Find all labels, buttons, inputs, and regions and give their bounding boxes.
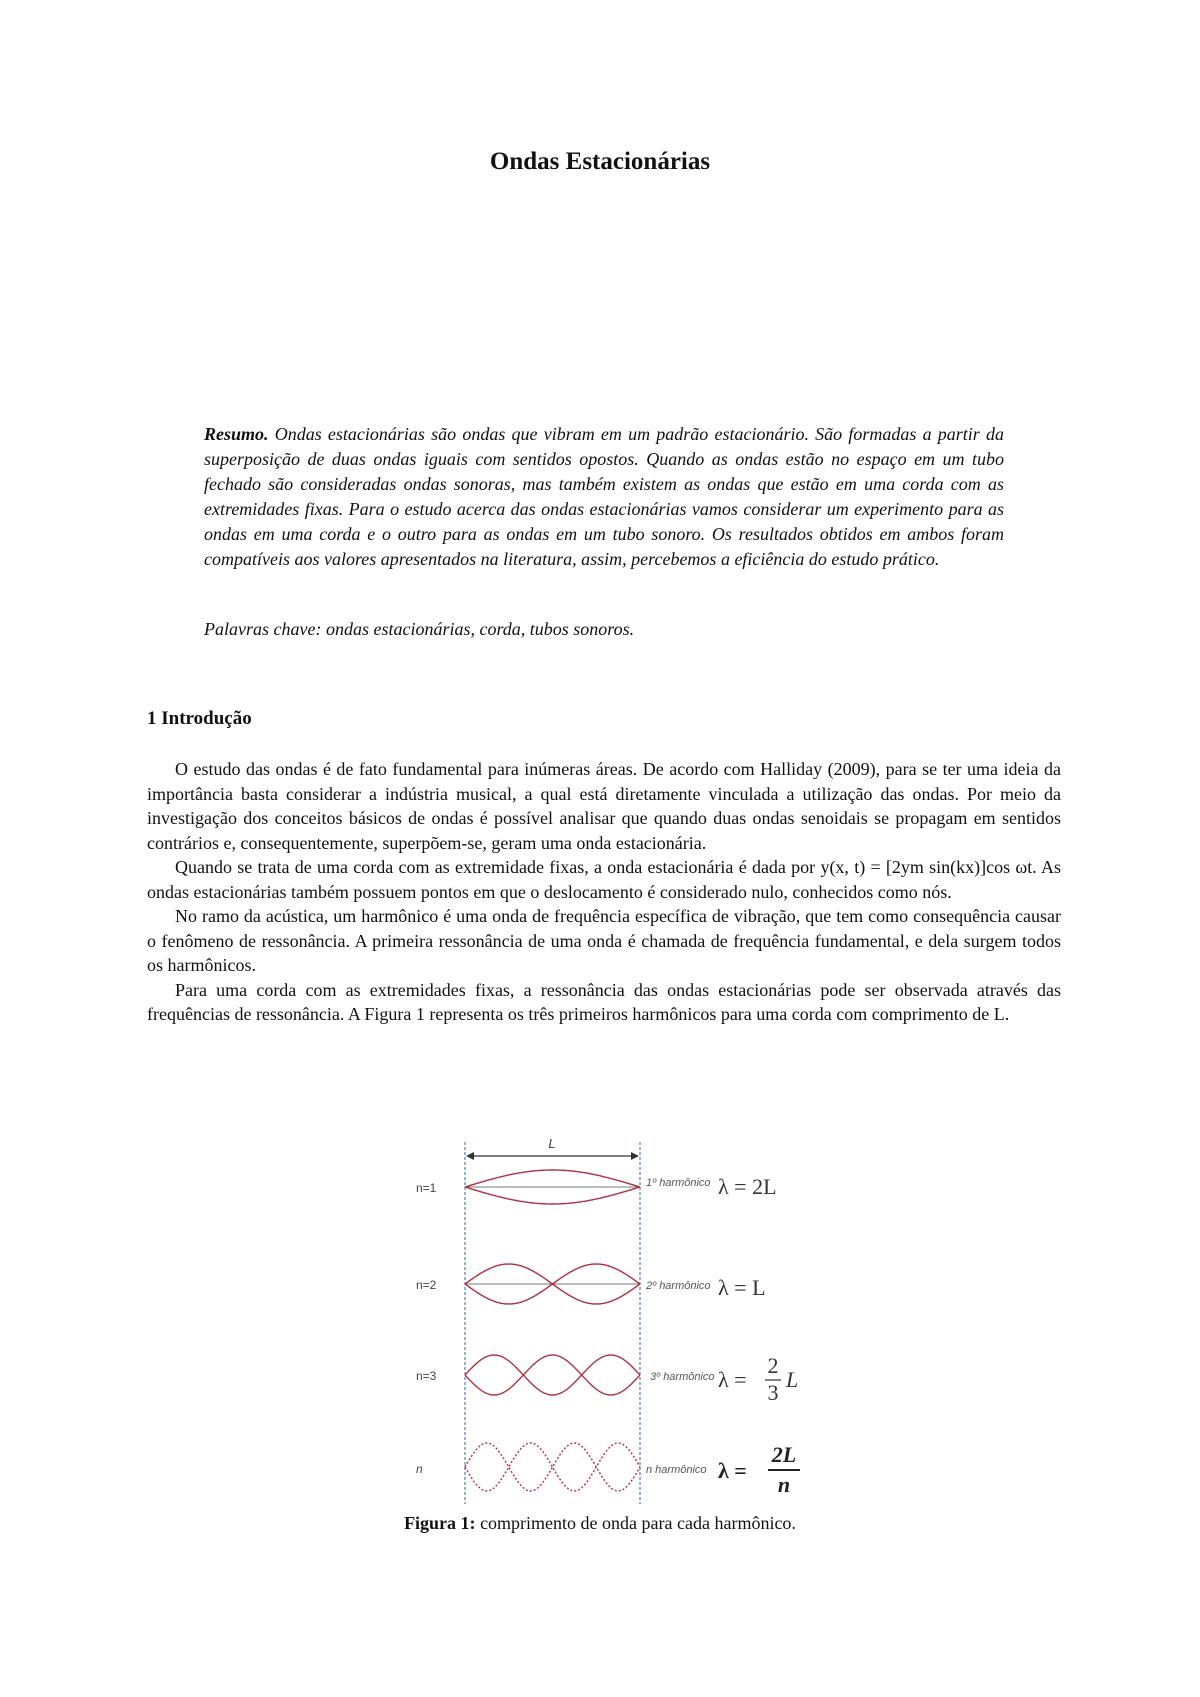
figure-caption-label: Figura 1:	[404, 1513, 476, 1533]
length-arrow-head-left	[466, 1152, 474, 1160]
row-3-formula-denominator: 3	[767, 1380, 779, 1405]
abstract-lead: Resumo.	[204, 424, 269, 444]
row-4-formula-denominator: n	[777, 1472, 791, 1497]
keywords: Palavras chave: ondas estacionárias, corda, tubos sonoros.	[204, 619, 635, 639]
paragraph-4: Para uma corda com as extremidades fixas, a ressonância das ondas estacionárias pode ser observada através das frequências de ressonância. A Figura 1 representa os três primeiros harmônicos para uma corda com comprimento de L.	[147, 979, 1061, 1024]
paragraph-1: O estudo das ondas é de fato fundamental para inúmeras áreas. De acordo com Halliday (2009), para se ter uma ideia da importância basta considerar a indústria musical, a qual está diretamente vinculada a utilização das ondas. Por meio da investigação dos conceitos básicos de ondas é possível analisar que quando duas ondas senoidais se propagam em sentidos contrários e, consequentemente, superpõem-se, geram uma onda estacionária.	[147, 759, 1061, 853]
length-arrow-head-right	[631, 1152, 639, 1160]
row-3-formula-numerator: 2	[767, 1353, 779, 1378]
figure-caption-text: comprimento de onda para cada harmônico.	[475, 1513, 796, 1533]
abstract	[204, 422, 1004, 572]
row-4-harmonic-label: n harmônico	[646, 1464, 707, 1476]
row-2-formula: λ = L	[718, 1275, 766, 1300]
row-3-harmonic-label: 3º harmônico	[650, 1371, 715, 1383]
row-4-wave-upper	[465, 1443, 640, 1491]
length-label: L	[548, 1136, 556, 1151]
section-body	[147, 757, 1061, 1027]
row-3-formula-lambda: λ =	[718, 1367, 747, 1392]
page-title: Ondas Estacionárias	[489, 148, 711, 175]
row-2-harmonic-label: 2º harmônico	[646, 1280, 711, 1292]
row-1-wave-upper	[465, 1170, 640, 1187]
row-4-formula-numerator: 2L	[771, 1442, 797, 1467]
paragraph-3: No ramo da acústica, um harmônico é uma onda de frequência específica de vibração, que tem como consequência causar o fenômeno de ressonância. A primeira ressonância de uma onda é chamada de frequência fundamental, e dela surgem todos os harmônicos.	[147, 906, 1061, 975]
row-1-n-label: n=1	[416, 1181, 437, 1195]
figure-caption	[0, 1513, 1200, 1534]
row-1-formula: λ = 2L	[718, 1174, 777, 1199]
row-2-n-label: n=2	[416, 1278, 437, 1292]
row-4-n-label: n	[416, 1462, 423, 1476]
row-4-wave-lower	[465, 1443, 640, 1491]
row-3-formula-variable: L	[786, 1367, 799, 1392]
harmonics-figure-svg	[400, 1132, 840, 1507]
abstract-text: Ondas estacionárias são ondas que vibram em um padrão estacionário. São formadas a partir da superposição de duas ondas iguais com sentidos opostos. Quando as ondas estão no espaço em um tubo fechado são consideradas ondas sonoras, mas também existem as ondas que estão em uma corda com as extremidades fixas. Para o estudo acerca das ondas estacionárias vamos considerar um experimento para as ondas em uma corda e o outro para as ondas em um tubo sonoro. Os resultados obtidos em ambos foram compatíveis aos valores apresentados na literatura, assim, percebemos a eficiência do estudo prático.	[204, 424, 1005, 569]
row-1-wave-lower	[465, 1187, 640, 1204]
row-1-harmonic-label: 1º harmônico	[646, 1177, 711, 1189]
row-3-n-label: n=3	[416, 1369, 437, 1383]
row-3-wave-upper	[465, 1355, 640, 1395]
row-4-formula-lambda: λ =	[718, 1458, 747, 1483]
harmonics-figure	[400, 1132, 840, 1507]
wave-group	[465, 1170, 640, 1491]
section-heading: 1 Introdução	[147, 708, 252, 729]
paragraph-2: Quando se trata de uma corda com as extremidade fixas, a onda estacionária é dada por y(x, t) = [2ym sin(kx)]cos ωt. As ondas estacionárias também possuem pontos em que o deslocamento é considerado nulo, conhecidos como nós.	[147, 857, 1061, 902]
row-3-wave-lower	[465, 1355, 640, 1395]
